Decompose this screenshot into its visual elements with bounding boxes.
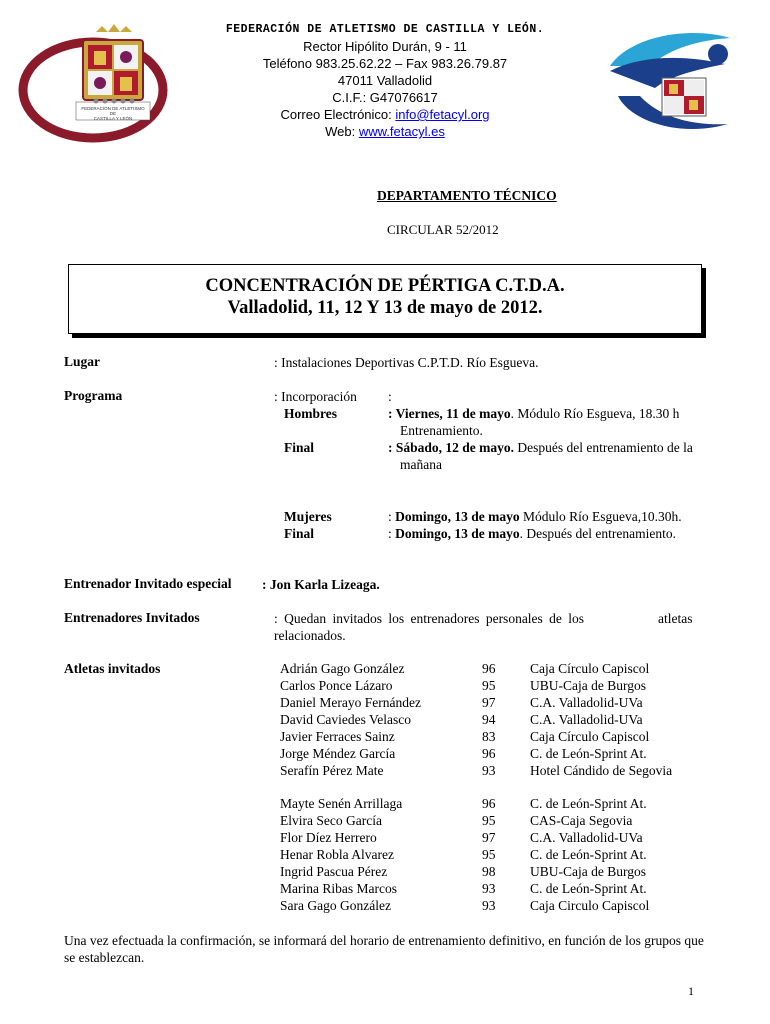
athlete-club: C. de León-Sprint At. <box>530 881 647 896</box>
athlete-year: 96 <box>482 746 496 761</box>
final-women-label: Final <box>284 526 315 541</box>
federation-seal-icon <box>18 20 168 145</box>
hombres-label: Hombres <box>284 406 337 421</box>
athlete-year: 95 <box>482 678 496 693</box>
final-men-detail: Después del entrenamiento de la <box>514 440 693 455</box>
entrenador-especial-label: Entrenador Invitado especial <box>64 576 232 591</box>
final-women-date: Domingo, 13 de mayo <box>395 526 520 541</box>
athlete-club: Caja Circulo Capiscol <box>530 898 650 913</box>
athlete-year: 96 <box>482 661 496 676</box>
seal-text-3: CASTILLA Y LEÓN <box>93 116 133 121</box>
email-label: Correo Electrónico: <box>280 107 396 122</box>
final-men-label: Final <box>284 440 315 455</box>
athlete-club: C. de León-Sprint At. <box>530 847 647 862</box>
title-line-1: CONCENTRACIÓN DE PÉRTIGA C.T.D.A. <box>205 276 565 296</box>
athlete-name: Mayte Senén Arrillaga <box>280 796 403 811</box>
seal-text-1: FEDERACIÓN DE ATLETISMO <box>81 106 145 111</box>
athlete-year: 97 <box>482 695 496 710</box>
entrenadores-value-2: relacionados. <box>274 628 346 643</box>
athlete-name: Javier Ferraces Sainz <box>280 729 395 744</box>
hombres-detail: . Módulo Río Esgueva, 18.30 h <box>510 406 680 421</box>
athlete-name: Marina Ribas Marcos <box>280 881 397 896</box>
lugar-label: Lugar <box>64 354 101 369</box>
athlete-club: C.A. Valladolid-UVa <box>530 695 643 710</box>
athlete-year: 95 <box>482 847 496 862</box>
city: 47011 Valladolid <box>337 73 433 88</box>
phone-fax: Teléfono 983.25.62.22 – Fax 983.26.79.87 <box>262 56 508 71</box>
entrenadores-value-1: : Quedan invitados los entrenadores personales de los <box>274 611 585 626</box>
mujeres-detail: Módulo Río Esgueva,10.30h. <box>519 509 682 524</box>
seal-text-2: DE <box>109 111 117 116</box>
confirmation-note: Una vez efectuada la confirmación, se informará del horario de entrenamiento definitivo, en función de los grupos que se establezcan. <box>64 933 704 965</box>
entrenador-especial-value: : Jon Karla Lizeaga. <box>262 577 380 592</box>
athlete-name: Henar Robla Alvarez <box>280 847 394 862</box>
incorporacion-label: : Incorporación <box>274 389 357 404</box>
athlete-year: 98 <box>482 864 496 879</box>
athlete-club: C.A. Valladolid-UVa <box>530 712 643 727</box>
lugar-value: : Instalaciones Deportivas C.P.T.D. Río Esgueva. <box>274 355 539 370</box>
athlete-club: C. de León-Sprint At. <box>530 796 647 811</box>
athlete-club: CAS-Caja Segovia <box>530 813 633 828</box>
athlete-year: 97 <box>482 830 496 845</box>
mujeres-schedule <box>388 508 682 525</box>
hombres-date: : Viernes, 11 de mayo <box>388 406 511 421</box>
final-men-date: : Sábado, 12 de mayo. <box>388 440 515 455</box>
hombres-schedule <box>388 405 679 422</box>
athlete-year: 95 <box>482 813 496 828</box>
athlete-name: Daniel Merayo Fernández <box>280 695 421 710</box>
email-line <box>170 106 600 123</box>
letterhead <box>170 22 600 140</box>
web-link[interactable]: www.fetacyl.es <box>358 124 445 139</box>
department-title: DEPARTAMENTO TÉCNICO <box>377 188 557 203</box>
page-number: 1 <box>688 984 694 998</box>
athlete-club: Caja Círculo Capiscol <box>530 661 650 676</box>
athlete-name: Carlos Ponce Lázaro <box>280 678 393 693</box>
final-women-detail: . Después del entrenamiento. <box>519 526 676 541</box>
programa-label: Programa <box>64 388 123 403</box>
final-men-detail-2: mañana <box>400 457 442 472</box>
entrenadores-label: Entrenadores Invitados <box>64 610 200 625</box>
email-link[interactable]: info@fetacyl.org <box>395 107 490 122</box>
athlete-year: 93 <box>482 763 496 778</box>
cif: C.I.F.: G47076617 <box>332 90 438 105</box>
athlete-club: UBU-Caja de Burgos <box>530 864 646 879</box>
athlete-name: Sara Gago González <box>280 898 391 913</box>
final-women-schedule <box>388 525 676 542</box>
athlete-year: 94 <box>482 712 496 727</box>
athlete-name: Adrián Gago González <box>280 661 405 676</box>
title-box <box>68 264 702 334</box>
athlete-club: Caja Círculo Capiscol <box>530 729 650 744</box>
mujeres-label: Mujeres <box>284 509 332 524</box>
address: Rector Hipólito Durán, 9 - 11 <box>303 39 467 54</box>
final-men-schedule <box>388 439 693 456</box>
athlete-club: C. de León-Sprint At. <box>530 746 647 761</box>
athlete-name: Ingrid Pascua Pérez <box>280 864 388 879</box>
web-line <box>170 123 600 140</box>
athlete-name: Jorge Méndez García <box>280 746 396 761</box>
athlete-name: David Caviedes Velasco <box>280 712 411 727</box>
final-women-colon: : <box>388 526 396 541</box>
athlete-year: 96 <box>482 796 496 811</box>
atletas-label: Atletas invitados <box>64 661 161 676</box>
athlete-name: Serafín Pérez Mate <box>280 763 384 778</box>
title-line-2: Valladolid, 11, 12 Y 13 de mayo de 2012. <box>227 298 543 318</box>
mujeres-colon: : <box>388 509 396 524</box>
athlete-year: 93 <box>482 881 496 896</box>
athlete-club: C.A. Valladolid-UVa <box>530 830 643 845</box>
web-label: Web: <box>325 124 359 139</box>
athlete-year: 83 <box>482 729 496 744</box>
entrenadores-value-1b: atletas <box>658 611 693 626</box>
athlete-club: UBU-Caja de Burgos <box>530 678 646 693</box>
athlete-name: Elvira Seco García <box>280 813 382 828</box>
athlete-year: 93 <box>482 898 496 913</box>
runner-logo-icon <box>600 26 740 141</box>
athlete-club: Hotel Cándido de Segovia <box>530 763 673 778</box>
athlete-name: Flor Díez Herrero <box>280 830 377 845</box>
federation-name: FEDERACIÓN DE ATLETISMO DE CASTILLA Y LEÓN. <box>225 23 545 36</box>
mujeres-date: Domingo, 13 de mayo <box>395 509 520 524</box>
hombres-detail-2: Entrenamiento. <box>400 423 483 438</box>
incorporacion-colon: : <box>388 389 392 404</box>
circular-number: CIRCULAR 52/2012 <box>387 222 499 237</box>
